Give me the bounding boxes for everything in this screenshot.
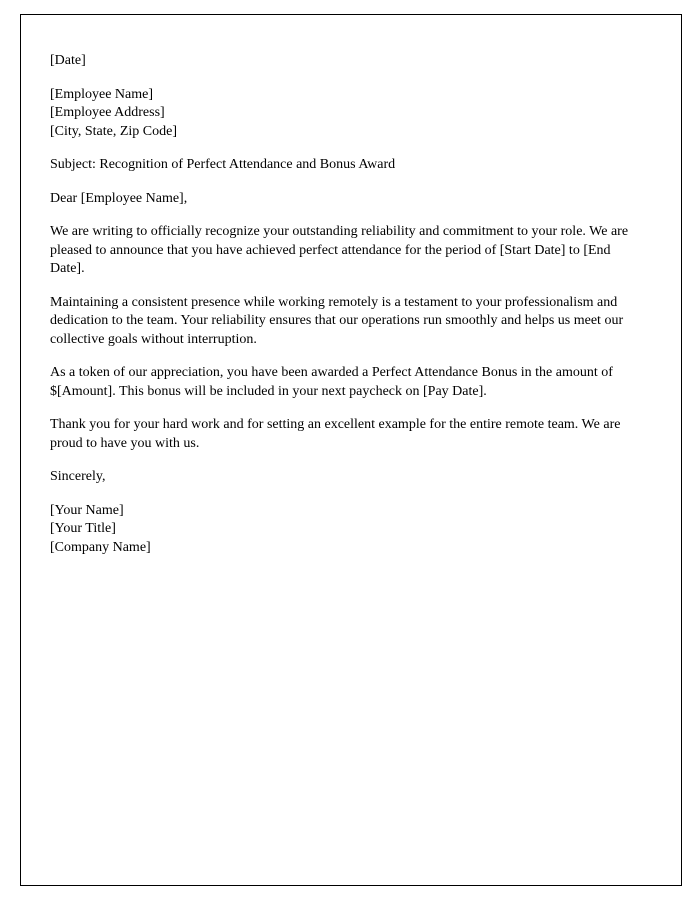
closing: Sincerely, bbox=[50, 469, 106, 484]
signature-block bbox=[50, 502, 636, 558]
paragraph-professionalism: Maintaining a consistent presence while working remotely is a testament to your professionalism and dedication to the team. Your reliability ensures that our operations run smoothly and helps us meet our collective goals without interruption. bbox=[50, 294, 624, 347]
paragraph-thanks: Thank you for your hard work and for setting an excellent example for the entire remote team. We are proud to have you with us. bbox=[50, 417, 621, 451]
salutation: Dear [Employee Name], bbox=[50, 190, 188, 206]
recipient-city-state-zip: [City, State, Zip Code] bbox=[50, 123, 178, 139]
signature-title: [Your Title] bbox=[50, 521, 116, 536]
letter-page bbox=[20, 14, 682, 886]
recipient-name: [Employee Name] bbox=[50, 86, 154, 102]
recipient-address: [Employee Address] bbox=[50, 105, 165, 120]
paragraph-bonus-award: As a token of our appreciation, you have been awarded a Perfect Attendance Bonus in the amount of $[Amount]. This bonus will be included in your next paycheck on [Pay Date]. bbox=[50, 365, 613, 399]
recipient-address-block bbox=[50, 86, 636, 142]
signature-name: [Your Name] bbox=[50, 502, 124, 518]
letter-date: [Date] bbox=[50, 53, 86, 68]
paragraph-attendance-recognition: We are writing to officially recognize your outstanding reliability and commitment to your role. We are pleased to announce that you have achieved perfect attendance for the period of [Start Date] to [End Date]. bbox=[50, 224, 629, 276]
letter-body bbox=[50, 52, 636, 557]
signature-company: [Company Name] bbox=[50, 539, 151, 555]
subject-line: Subject: Recognition of Perfect Attendance and Bonus Award bbox=[50, 157, 396, 172]
